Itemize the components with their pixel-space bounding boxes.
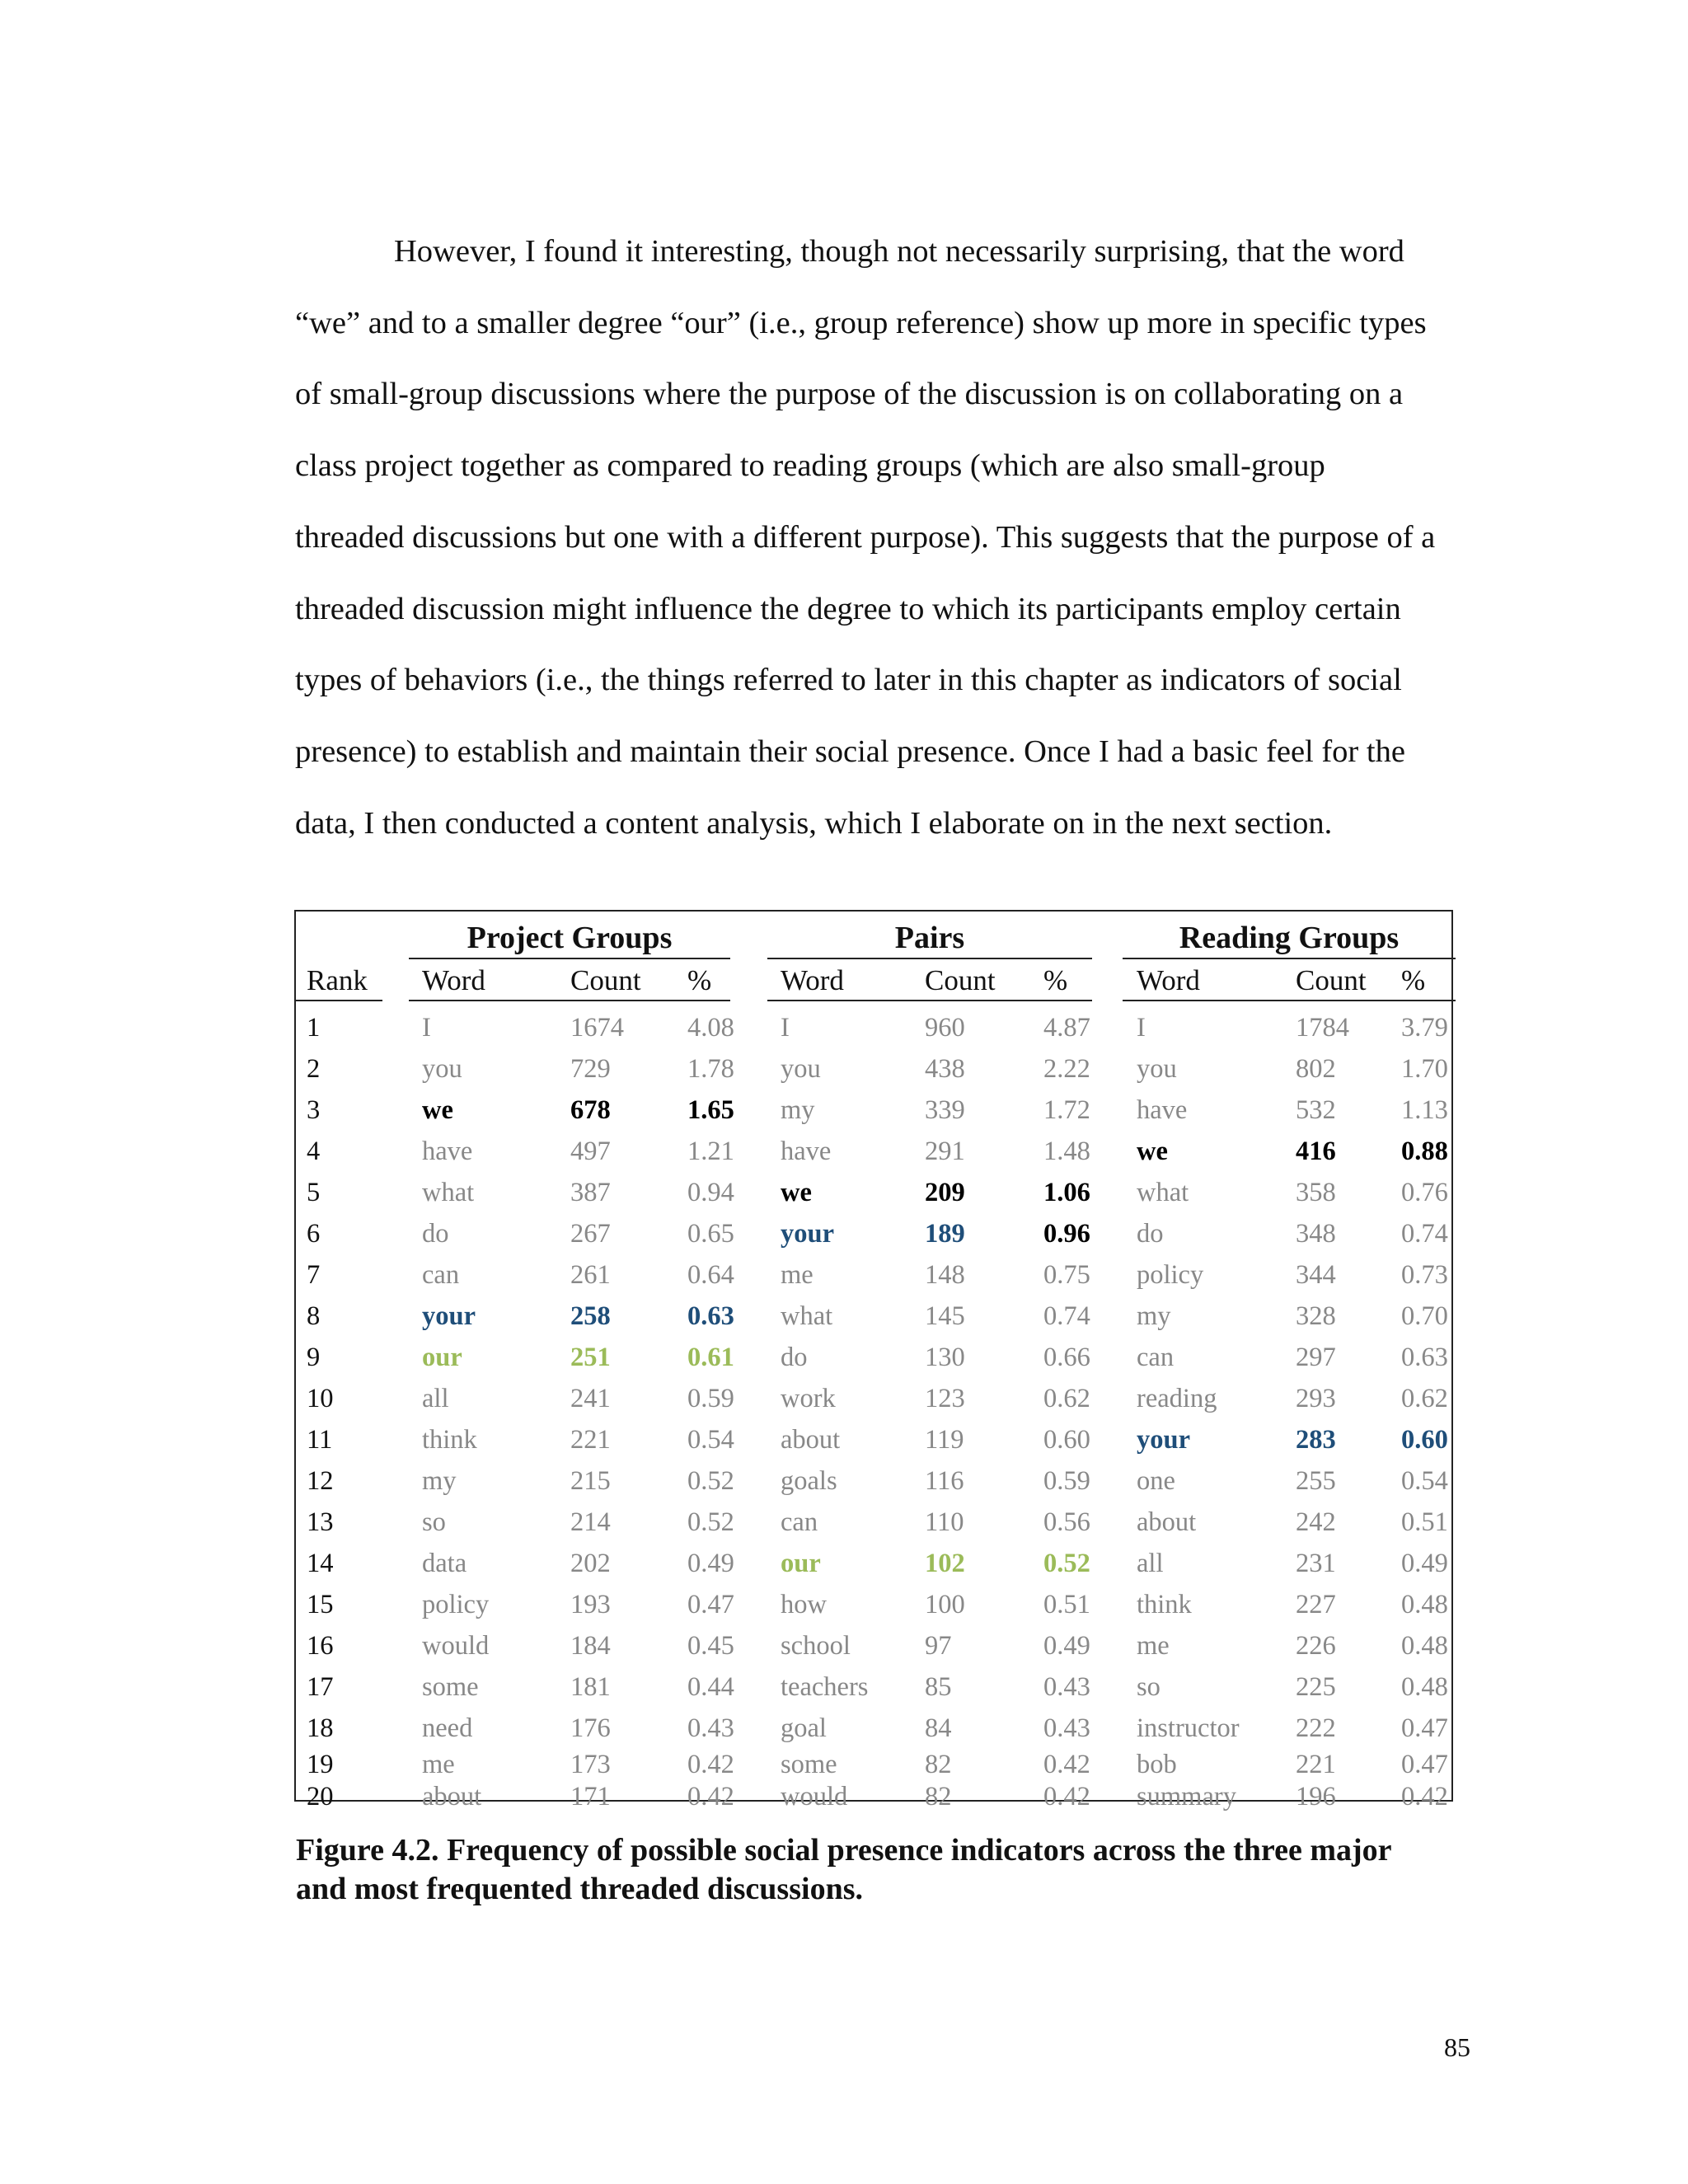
pairs-percent-cell: 4.87	[1043, 1013, 1090, 1043]
paragraph-line: However, I found it interesting, though not necessarily surprising, that the word	[394, 234, 1404, 269]
reading-groups-count-cell: 348	[1296, 1219, 1336, 1249]
reading-groups-count-cell: 226	[1296, 1631, 1336, 1661]
figure-caption	[296, 1831, 1466, 1909]
project-groups-word-cell: your	[422, 1301, 476, 1331]
project-groups-percent-cell: 0.63	[687, 1301, 734, 1331]
paragraph-line: of small-group discussions where the purpose of the discussion is on collaborating on a	[295, 377, 1404, 412]
group-title-pairs: Pairs	[894, 921, 965, 955]
reading-groups-count-cell: 293	[1296, 1384, 1336, 1413]
group-underline	[409, 958, 730, 959]
pairs-word-cell: how	[781, 1590, 827, 1619]
project-groups-word-cell: need	[422, 1713, 473, 1743]
header-count: Count	[570, 964, 641, 996]
reading-groups-percent-cell: 0.47	[1401, 1750, 1448, 1779]
reading-groups-count-cell: 328	[1296, 1301, 1336, 1331]
pairs-word-cell: I	[781, 1013, 790, 1043]
reading-groups-count-cell: 221	[1296, 1750, 1336, 1779]
pairs-percent-cell: 0.42	[1043, 1782, 1090, 1811]
rank-cell: 10	[307, 1384, 334, 1413]
project-groups-word-cell: do	[422, 1219, 449, 1249]
header-underline	[1123, 1000, 1456, 1001]
project-groups-word-cell: you	[422, 1054, 462, 1084]
pairs-percent-cell: 0.49	[1043, 1631, 1090, 1661]
project-groups-count-cell: 251	[570, 1343, 611, 1372]
pairs-percent-cell: 0.59	[1043, 1466, 1090, 1496]
reading-groups-count-cell: 416	[1296, 1137, 1336, 1166]
reading-groups-count-cell: 242	[1296, 1507, 1336, 1537]
project-groups-word-cell: about	[422, 1782, 482, 1811]
pairs-count-cell: 291	[925, 1137, 965, 1166]
reading-groups-percent-cell: 0.63	[1401, 1343, 1448, 1372]
reading-groups-count-cell: 344	[1296, 1260, 1336, 1290]
project-groups-count-cell: 214	[570, 1507, 611, 1537]
reading-groups-percent-cell: 1.70	[1401, 1054, 1448, 1084]
rank-cell: 16	[307, 1631, 334, 1661]
pairs-percent-cell: 0.43	[1043, 1713, 1090, 1743]
reading-groups-word-cell: instructor	[1137, 1713, 1240, 1743]
project-groups-percent-cell: 0.45	[687, 1631, 734, 1661]
pairs-count-cell: 102	[925, 1549, 965, 1578]
rank-cell: 14	[307, 1549, 334, 1578]
reading-groups-percent-cell: 0.76	[1401, 1178, 1448, 1207]
paragraph-line: threaded discussions but one with a different purpose). This suggests that the purpose of a	[295, 519, 1436, 555]
pairs-word-cell: teachers	[781, 1672, 869, 1702]
pairs-word-cell: what	[781, 1301, 833, 1331]
reading-groups-count-cell: 297	[1296, 1343, 1336, 1372]
pairs-word-cell: goal	[781, 1713, 827, 1743]
reading-groups-count-cell: 283	[1296, 1425, 1336, 1455]
project-groups-count-cell: 241	[570, 1384, 611, 1413]
reading-groups-word-cell: all	[1137, 1549, 1164, 1578]
pairs-word-cell: can	[781, 1507, 818, 1537]
project-groups-percent-cell: 0.61	[687, 1343, 734, 1372]
pairs-percent-cell: 2.22	[1043, 1054, 1090, 1084]
header-underline	[409, 1000, 730, 1001]
pairs-percent-cell: 0.43	[1043, 1672, 1090, 1702]
pairs-percent-cell: 0.96	[1043, 1219, 1090, 1249]
pairs-percent-cell: 1.48	[1043, 1137, 1090, 1166]
pairs-count-cell: 189	[925, 1219, 965, 1249]
reading-groups-word-cell: about	[1137, 1507, 1197, 1537]
reading-groups-word-cell: reading	[1137, 1384, 1217, 1413]
group-underline	[767, 958, 1092, 959]
paragraph-line: types of behaviors (i.e., the things referred to later in this chapter as indicators of social	[295, 663, 1402, 698]
project-groups-word-cell: think	[422, 1425, 477, 1455]
project-groups-word-cell: so	[422, 1507, 446, 1537]
reading-groups-percent-cell: 0.48	[1401, 1672, 1448, 1702]
project-groups-percent-cell: 1.21	[687, 1137, 734, 1166]
reading-groups-word-cell: bob	[1137, 1750, 1177, 1779]
project-groups-percent-cell: 0.65	[687, 1219, 734, 1249]
reading-groups-count-cell: 532	[1296, 1095, 1336, 1125]
reading-groups-word-cell: my	[1137, 1301, 1171, 1331]
project-groups-count-cell: 176	[570, 1713, 611, 1743]
paragraph-line: presence) to establish and maintain their social presence. Once I had a basic feel for the	[295, 733, 1405, 769]
project-groups-count-cell: 173	[570, 1750, 611, 1779]
project-groups-percent-cell: 0.44	[687, 1672, 734, 1702]
reading-groups-percent-cell: 0.60	[1401, 1425, 1448, 1455]
project-groups-count-cell: 1674	[570, 1013, 624, 1043]
project-groups-percent-cell: 0.42	[687, 1750, 734, 1779]
reading-groups-percent-cell: 0.88	[1401, 1137, 1448, 1166]
project-groups-word-cell: some	[422, 1672, 479, 1702]
reading-groups-count-cell: 255	[1296, 1466, 1336, 1496]
pairs-count-cell: 100	[925, 1590, 965, 1619]
reading-groups-word-cell: what	[1137, 1178, 1189, 1207]
project-groups-percent-cell: 0.47	[687, 1590, 734, 1619]
rank-cell: 15	[307, 1590, 334, 1619]
reading-groups-word-cell: your	[1137, 1425, 1190, 1455]
project-groups-count-cell: 221	[570, 1425, 611, 1455]
pairs-count-cell: 110	[925, 1507, 964, 1537]
reading-groups-percent-cell: 0.42	[1401, 1782, 1448, 1811]
caption-line-1: Figure 4.2. Frequency of possible social presence indicators across the three major	[296, 1833, 1392, 1868]
project-groups-word-cell: what	[422, 1178, 475, 1207]
pairs-count-cell: 148	[925, 1260, 965, 1290]
project-groups-word-cell: all	[422, 1384, 449, 1413]
project-groups-word-cell: can	[422, 1260, 460, 1290]
group-title-reading-groups: Reading Groups	[1179, 921, 1400, 955]
frequency-table-figure	[294, 910, 1453, 1811]
body-paragraph	[295, 216, 1479, 859]
pairs-count-cell: 119	[925, 1425, 964, 1455]
project-groups-percent-cell: 0.42	[687, 1782, 734, 1811]
pairs-percent-cell: 0.42	[1043, 1750, 1090, 1779]
pairs-percent-cell: 0.60	[1043, 1425, 1090, 1455]
pairs-percent-cell: 1.72	[1043, 1095, 1090, 1125]
pairs-word-cell: our	[781, 1549, 821, 1578]
reading-groups-word-cell: we	[1137, 1137, 1168, 1166]
reading-groups-count-cell: 227	[1296, 1590, 1336, 1619]
reading-groups-percent-cell: 0.73	[1401, 1260, 1448, 1290]
rank-cell: 3	[307, 1095, 321, 1125]
project-groups-count-cell: 258	[570, 1301, 611, 1331]
header-word: Word	[781, 964, 844, 996]
project-groups-count-cell: 387	[570, 1178, 611, 1207]
header-word: Word	[1137, 964, 1200, 996]
project-groups-count-cell: 202	[570, 1549, 611, 1578]
pairs-word-cell: some	[781, 1750, 837, 1779]
reading-groups-percent-cell: 0.54	[1401, 1466, 1448, 1496]
header-underline	[296, 1000, 382, 1001]
pairs-percent-cell: 0.51	[1043, 1590, 1090, 1619]
pairs-percent-cell: 0.75	[1043, 1260, 1090, 1290]
pairs-word-cell: my	[781, 1095, 815, 1125]
header-count: Count	[1296, 964, 1367, 996]
reading-groups-percent-cell: 1.13	[1401, 1095, 1448, 1125]
reading-groups-percent-cell: 0.70	[1401, 1301, 1448, 1331]
project-groups-percent-cell: 0.52	[687, 1466, 734, 1496]
project-groups-count-cell: 261	[570, 1260, 611, 1290]
pairs-count-cell: 438	[925, 1054, 965, 1084]
pairs-count-cell: 209	[925, 1178, 965, 1207]
reading-groups-word-cell: I	[1137, 1013, 1146, 1043]
pairs-word-cell: have	[781, 1137, 832, 1166]
project-groups-percent-cell: 0.43	[687, 1713, 734, 1743]
pairs-percent-cell: 0.56	[1043, 1507, 1090, 1537]
pairs-word-cell: goals	[781, 1466, 837, 1496]
project-groups-percent-cell: 1.78	[687, 1054, 734, 1084]
paragraph-line: “we” and to a smaller degree “our” (i.e., group reference) show up more in specific types	[295, 305, 1427, 340]
pairs-count-cell: 82	[925, 1782, 952, 1811]
project-groups-count-cell: 215	[570, 1466, 611, 1496]
pairs-count-cell: 130	[925, 1343, 965, 1372]
paragraph-line: class project together as compared to reading groups (which are also small-group	[295, 448, 1325, 484]
rank-cell: 20	[307, 1782, 334, 1811]
pairs-word-cell: about	[781, 1425, 841, 1455]
reading-groups-count-cell: 225	[1296, 1672, 1336, 1702]
rank-cell: 6	[307, 1219, 321, 1249]
pairs-word-cell: your	[781, 1219, 834, 1249]
pairs-count-cell: 85	[925, 1672, 952, 1702]
project-groups-percent-cell: 0.64	[687, 1260, 734, 1290]
project-groups-word-cell: I	[422, 1013, 431, 1043]
pairs-percent-cell: 0.74	[1043, 1301, 1090, 1331]
reading-groups-word-cell: one	[1137, 1466, 1175, 1496]
reading-groups-word-cell: policy	[1137, 1260, 1204, 1290]
reading-groups-count-cell: 231	[1296, 1549, 1336, 1578]
project-groups-word-cell: would	[422, 1631, 490, 1661]
reading-groups-percent-cell: 0.62	[1401, 1384, 1448, 1413]
header-percent: %	[1401, 964, 1426, 996]
reading-groups-word-cell: so	[1137, 1672, 1160, 1702]
header-rank: Rank	[307, 964, 368, 996]
project-groups-word-cell: my	[422, 1466, 457, 1496]
pairs-count-cell: 82	[925, 1750, 952, 1779]
rank-cell: 12	[307, 1466, 334, 1496]
rank-cell: 9	[307, 1343, 321, 1372]
rank-cell: 4	[307, 1137, 321, 1166]
project-groups-count-cell: 171	[570, 1782, 611, 1811]
pairs-word-cell: work	[781, 1384, 836, 1413]
header-percent: %	[687, 964, 712, 996]
paragraph-line: data, I then conducted a content analysis, which I elaborate on in the next section.	[295, 805, 1333, 841]
project-groups-word-cell: have	[422, 1137, 473, 1166]
reading-groups-word-cell: think	[1137, 1590, 1192, 1619]
project-groups-count-cell: 267	[570, 1219, 611, 1249]
project-groups-percent-cell: 0.59	[687, 1384, 734, 1413]
pairs-word-cell: do	[781, 1343, 808, 1372]
pairs-percent-cell: 1.06	[1043, 1178, 1090, 1207]
rank-cell: 18	[307, 1713, 334, 1743]
project-groups-word-cell: me	[422, 1750, 455, 1779]
page-number: 85	[1444, 2032, 1470, 2062]
reading-groups-percent-cell: 0.51	[1401, 1507, 1448, 1537]
pairs-word-cell: me	[781, 1260, 814, 1290]
project-groups-count-cell: 181	[570, 1672, 611, 1702]
pairs-percent-cell: 0.62	[1043, 1384, 1090, 1413]
pairs-word-cell: we	[781, 1178, 812, 1207]
rank-cell: 1	[307, 1013, 321, 1043]
reading-groups-percent-cell: 0.74	[1401, 1219, 1448, 1249]
project-groups-word-cell: policy	[422, 1590, 490, 1619]
pairs-count-cell: 97	[925, 1631, 952, 1661]
rank-cell: 17	[307, 1672, 334, 1702]
reading-groups-word-cell: summary	[1137, 1782, 1236, 1811]
header-underline	[767, 1000, 1092, 1001]
project-groups-percent-cell: 0.94	[687, 1178, 734, 1207]
reading-groups-percent-cell: 3.79	[1401, 1013, 1448, 1043]
rank-cell: 13	[307, 1507, 334, 1537]
pairs-word-cell: you	[781, 1054, 821, 1084]
reading-groups-count-cell: 358	[1296, 1178, 1336, 1207]
group-underline	[1123, 958, 1456, 959]
reading-groups-word-cell: can	[1137, 1343, 1175, 1372]
header-percent: %	[1043, 964, 1068, 996]
reading-groups-word-cell: do	[1137, 1219, 1164, 1249]
reading-groups-count-cell: 1784	[1296, 1013, 1349, 1043]
pairs-count-cell: 960	[925, 1013, 965, 1043]
caption-line-2: and most frequented threaded discussions.	[296, 1872, 863, 1906]
pairs-count-cell: 123	[925, 1384, 965, 1413]
project-groups-word-cell: we	[422, 1095, 453, 1125]
project-groups-percent-cell: 0.49	[687, 1549, 734, 1578]
reading-groups-count-cell: 222	[1296, 1713, 1336, 1743]
project-groups-count-cell: 193	[570, 1590, 611, 1619]
project-groups-percent-cell: 4.08	[687, 1013, 734, 1043]
pairs-count-cell: 116	[925, 1466, 964, 1496]
pairs-count-cell: 145	[925, 1301, 965, 1331]
rank-cell: 2	[307, 1054, 321, 1084]
project-groups-count-cell: 678	[570, 1095, 611, 1125]
pairs-percent-cell: 0.66	[1043, 1343, 1090, 1372]
pairs-percent-cell: 0.52	[1043, 1549, 1090, 1578]
rank-cell: 19	[307, 1750, 334, 1779]
project-groups-percent-cell: 0.52	[687, 1507, 734, 1537]
rank-cell: 5	[307, 1178, 321, 1207]
project-groups-count-cell: 729	[570, 1054, 611, 1084]
reading-groups-percent-cell: 0.48	[1401, 1590, 1448, 1619]
reading-groups-count-cell: 196	[1296, 1782, 1336, 1811]
reading-groups-percent-cell: 0.47	[1401, 1713, 1448, 1743]
pairs-word-cell: would	[781, 1782, 848, 1811]
project-groups-percent-cell: 1.65	[687, 1095, 734, 1125]
reading-groups-percent-cell: 0.49	[1401, 1549, 1448, 1578]
project-groups-percent-cell: 0.54	[687, 1425, 734, 1455]
header-word: Word	[422, 964, 485, 996]
reading-groups-word-cell: me	[1137, 1631, 1170, 1661]
group-title-project-groups: Project Groups	[467, 921, 673, 955]
header-count: Count	[925, 964, 996, 996]
rank-cell: 8	[307, 1301, 321, 1331]
project-groups-count-cell: 184	[570, 1631, 611, 1661]
pairs-count-cell: 84	[925, 1713, 952, 1743]
project-groups-word-cell: data	[422, 1549, 467, 1578]
pairs-word-cell: school	[781, 1631, 851, 1661]
paragraph-line: threaded discussion might influence the degree to which its participants employ certain	[295, 591, 1401, 626]
pairs-count-cell: 339	[925, 1095, 965, 1125]
reading-groups-word-cell: have	[1137, 1095, 1188, 1125]
project-groups-count-cell: 497	[570, 1137, 611, 1166]
project-groups-word-cell: our	[422, 1343, 462, 1372]
reading-groups-word-cell: you	[1137, 1054, 1177, 1084]
reading-groups-percent-cell: 0.48	[1401, 1631, 1448, 1661]
reading-groups-count-cell: 802	[1296, 1054, 1336, 1084]
rank-cell: 7	[307, 1260, 321, 1290]
rank-cell: 11	[307, 1425, 333, 1455]
